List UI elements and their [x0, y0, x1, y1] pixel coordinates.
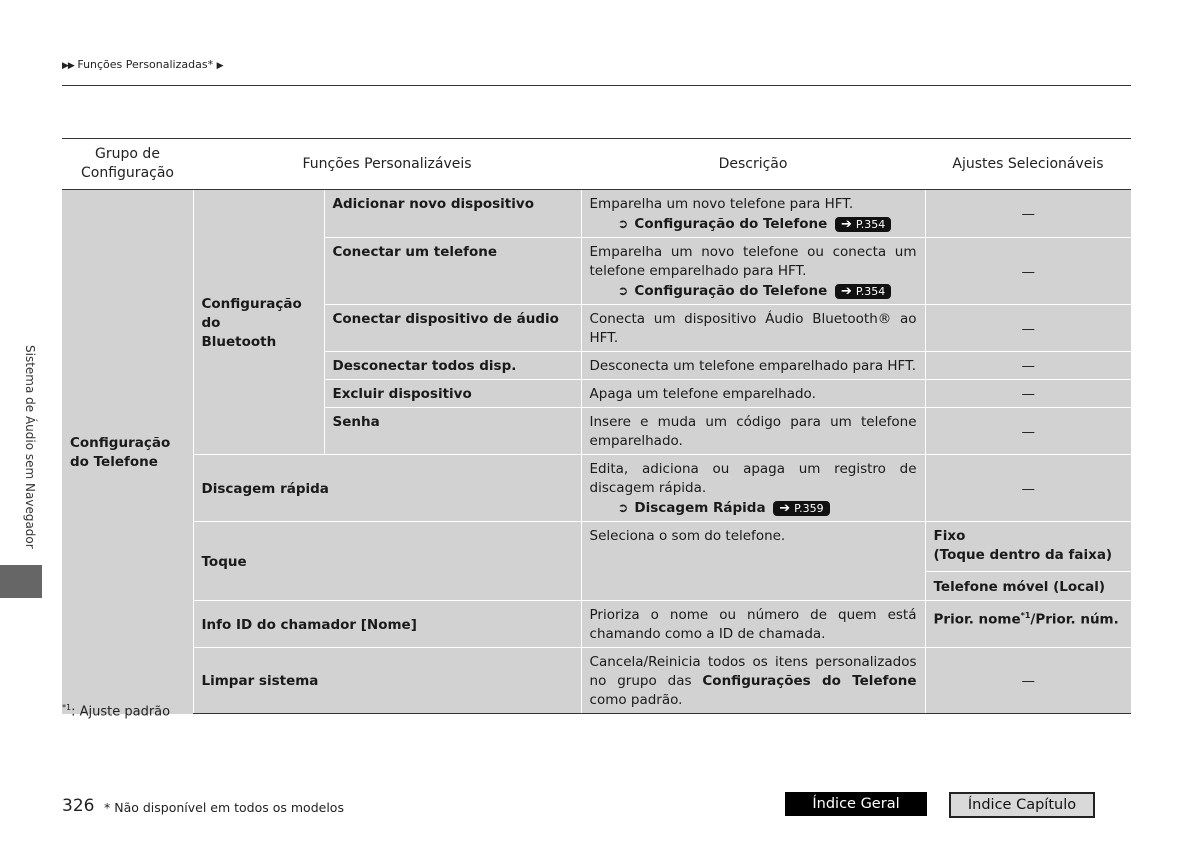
description-text: como padrão. — [589, 692, 683, 708]
function-name: Conectar um telefone — [324, 238, 581, 305]
breadcrumb-text: Funções Personalizadas* — [77, 58, 214, 71]
header-rule — [62, 85, 1131, 86]
footnote-text: : Ajuste padrão — [71, 704, 171, 720]
description-text: Emparelha um novo telefone ou conecta um telefone emparelhado para HFT. — [589, 244, 917, 279]
group-cell: Configuração do Telefone — [62, 190, 193, 714]
function-name: Discagem rápida — [193, 455, 581, 522]
function-description: Seleciona o som do telefone. — [581, 522, 925, 601]
setting-value: — — [925, 190, 1131, 238]
default-mark: *1 — [1020, 611, 1031, 620]
circle-arrow-icon: ➲ — [617, 284, 629, 299]
function-description — [581, 455, 925, 522]
description-text: Edita, adiciona ou apaga um registro de discagem rápida. — [589, 461, 917, 496]
cross-reference[interactable] — [590, 499, 917, 518]
function-name: Limpar sistema — [193, 648, 581, 714]
table-row — [62, 522, 1131, 601]
header-functions: Funções Personalizáveis — [193, 139, 581, 190]
function-name: Info ID do chamador [Nome] — [193, 601, 581, 648]
table-row — [62, 648, 1131, 714]
setting-value: — — [925, 352, 1131, 380]
function-description: Apaga um telefone emparelhado. — [581, 380, 925, 408]
function-description — [581, 648, 925, 714]
function-description — [581, 238, 925, 305]
page-badge[interactable] — [835, 284, 891, 299]
header-settings: Ajustes Selecionáveis — [925, 139, 1131, 190]
cross-reference[interactable] — [590, 215, 917, 234]
bluetooth-label-2: do — [201, 314, 221, 331]
footnote — [62, 703, 170, 719]
setting-value: — — [925, 408, 1131, 455]
setting-value: — — [925, 238, 1131, 305]
function-name: Excluir dispositivo — [324, 380, 581, 408]
triangle-icon: ▶ — [216, 61, 223, 71]
header-group: Grupo de Configuração — [62, 139, 193, 190]
right-arrow-icon: ➔ — [840, 284, 852, 299]
description-emphasis: Configurações do Telefone — [702, 673, 917, 689]
header-description: Descrição — [581, 139, 925, 190]
page-ref: P.354 — [855, 285, 886, 298]
reference-text: Configuração do Telefone — [634, 216, 828, 232]
table-row — [62, 190, 1131, 238]
page-badge[interactable] — [773, 501, 829, 516]
table-row — [62, 601, 1131, 648]
setting-option: /Prior. núm. — [1030, 611, 1119, 628]
breadcrumb — [62, 58, 223, 71]
page-ref: P.359 — [794, 502, 824, 515]
circle-arrow-icon: ➲ — [617, 217, 629, 232]
setting-value: — — [925, 648, 1131, 714]
function-name: Toque — [193, 522, 581, 601]
reference-text: Configuração do Telefone — [634, 283, 828, 299]
table-header-row — [62, 139, 1131, 190]
cross-reference[interactable] — [590, 282, 917, 301]
page-number: 326 — [62, 796, 95, 816]
setting-value: — — [925, 305, 1131, 352]
function-description: Conecta um dispositivo Áudio Bluetooth® ao HFT. — [581, 305, 925, 352]
circle-arrow-icon: ➲ — [617, 501, 629, 516]
function-description: Insere e muda um código para um telefone emparelhado. — [581, 408, 925, 455]
reference-text: Discagem Rápida — [634, 500, 766, 516]
page-ref: P.354 — [855, 218, 886, 231]
function-description: Desconecta um telefone emparelhado para HFT. — [581, 352, 925, 380]
setting-option-note: (Toque dentro da faixa) — [933, 547, 1113, 563]
chapter-tab — [0, 565, 42, 598]
right-arrow-icon: ➔ — [840, 217, 852, 232]
function-name: Adicionar novo dispositivo — [324, 190, 581, 238]
description-text: Cancela/Reinicia todos os itens personalizados no grupo das — [589, 654, 917, 689]
double-triangle-icon: ▶▶ — [62, 61, 74, 71]
bluetooth-label-3: Bluetooth — [201, 333, 277, 350]
description-text: Emparelha um novo telefone para HFT. — [589, 196, 854, 212]
right-arrow-icon: ➔ — [779, 501, 791, 516]
settings-table — [62, 138, 1131, 714]
bluetooth-cell — [193, 190, 324, 455]
function-description — [581, 190, 925, 238]
setting-value — [925, 601, 1131, 648]
index-general-button[interactable]: Índice Geral — [785, 792, 927, 816]
setting-option: Fixo — [933, 528, 966, 544]
function-name: Senha — [324, 408, 581, 455]
index-chapter-button[interactable]: Índice Capítulo — [949, 792, 1095, 818]
setting-value — [925, 522, 1131, 601]
availability-note: * Não disponível em todos os modelos — [104, 800, 344, 815]
table-row — [62, 455, 1131, 522]
chapter-side-label: Sistema de Áudio sem Navegador — [23, 345, 37, 549]
setting-option: Telefone móvel (Local) — [926, 571, 1132, 597]
setting-option: Prior. nome — [933, 611, 1021, 628]
footnote-mark: *1 — [62, 703, 72, 712]
setting-value: — — [925, 455, 1131, 522]
setting-value: — — [925, 380, 1131, 408]
function-description: Prioriza o nome ou número de quem está chamando como a ID de chamada. — [581, 601, 925, 648]
function-name: Conectar dispositivo de áudio — [324, 305, 581, 352]
bluetooth-label-1: Configuração — [201, 295, 302, 312]
page-badge[interactable] — [835, 217, 891, 232]
function-name: Desconectar todos disp. — [324, 352, 581, 380]
